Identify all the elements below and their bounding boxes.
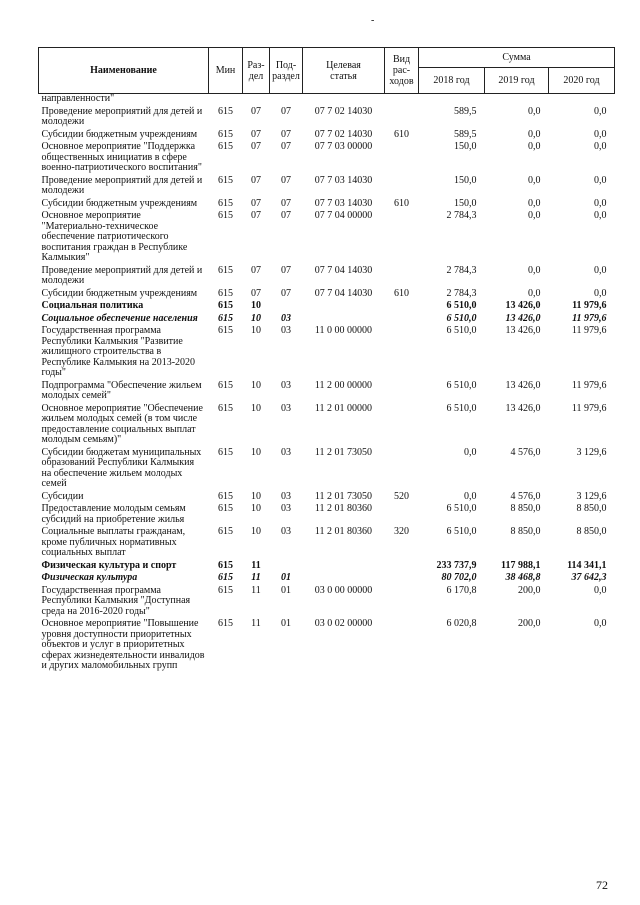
cell-name: Субсидии бюджетам муниципальных образований Республики Калмыкия на обеспечение жильем молодых семей [41,446,202,489]
cell-2019: 200,0 [518,584,541,596]
cell-2019: 0,0 [528,287,541,299]
cell-name: Субсидии бюджетным учреждениям [41,197,198,209]
cell-2019: 117 988,1 [501,559,541,571]
cell-name: Физическая культура и спорт [41,559,177,571]
cell-min: 615 [218,210,233,221]
table-row [39,573,615,586]
table-row [39,527,615,561]
cell-name: Государственная программа Республики Калмыкия "Доступная среда на 2016-2020 годы" [41,584,191,617]
table-row [39,94,615,107]
cell-target: 07 7 04 14030 [314,264,373,276]
cell-name: Физическая культура [41,572,138,583]
cell-target [303,94,385,107]
cell-min: 615 [218,312,233,324]
cell-razdel: 07 [251,141,261,152]
cell-podrazdel: 03 [281,526,291,537]
table-row [39,176,615,199]
table-row [39,619,615,674]
cell-2020: 0,0 [594,584,607,596]
cell-min: 615 [218,197,233,209]
cell-razdel: 11 [251,618,261,629]
header-sum: Сумма [419,48,615,68]
cell-min: 615 [218,174,233,186]
cell-vid [385,266,419,289]
header-podrazdel: Под- раздел [270,48,303,94]
cell-vid [385,404,419,448]
cell-2020: 0,0 [594,105,607,117]
cell-2020: 0,0 [594,618,607,629]
cell-min: 615 [218,300,233,311]
cell-2018: 6 510,0 [446,379,477,391]
cell-razdel: 10 [251,402,261,414]
cell-podrazdel: 03 [281,312,291,324]
cell-name: направленности" [41,93,115,104]
cell-podrazdel [270,301,303,314]
cell-2020 [549,94,615,107]
cell-target: 11 2 01 73050 [314,446,373,458]
cell-min: 615 [218,105,233,117]
cell-2018 [419,94,485,107]
cell-podrazdel: 03 [281,503,291,514]
cell-podrazdel: 01 [281,572,291,583]
cell-name: Субсидии бюджетным учреждениям [41,287,198,299]
cell-vid [385,301,419,314]
cell-target: 03 0 00 00000 [314,584,373,596]
cell-2018: 2 784,3 [446,264,477,276]
cell-min: 615 [218,490,233,502]
cell-min: 615 [218,572,233,583]
cell-min: 615 [218,287,233,299]
cell-podrazdel: 07 [281,141,291,152]
cell-target: 07 7 03 14030 [314,197,373,209]
cell-min: 615 [218,559,233,571]
cell-podrazdel: 07 [281,197,291,209]
cell-2019: 8 850,0 [510,503,541,514]
cell-2019: 0,0 [528,141,541,152]
cell-vid [385,107,419,130]
cell-2020: 11 979,6 [571,325,607,336]
cell-podrazdel: 07 [281,210,291,221]
cell-vid: 320 [394,526,409,537]
cell-name: Социальные выплаты гражданам, кроме публичных нормативных социальных выплат [41,526,186,558]
cell-2018: 6 510,0 [446,300,477,311]
header-2018: 2018 год [419,68,485,94]
cell-min: 615 [218,446,233,458]
cell-min: 615 [218,402,233,414]
cell-razdel: 10 [251,300,261,311]
cell-podrazdel [270,94,303,107]
cell-min: 615 [218,128,233,140]
cell-2018: 589,5 [454,128,477,140]
cell-2020: 8 850,0 [576,503,607,514]
cell-2019: 0,0 [528,210,541,221]
table-row [39,586,615,620]
cell-target: 11 2 01 80360 [314,503,373,514]
cell-2019: 4 576,0 [510,490,541,502]
cell-vid [385,573,419,586]
cell-podrazdel: 03 [281,325,291,336]
cell-podrazdel: 07 [281,105,291,117]
cell-min: 615 [218,379,233,391]
cell-min: 615 [218,618,233,629]
cell-target: 11 2 00 00000 [314,379,373,391]
cell-name: Проведение мероприятий для детей и молодежи [41,264,203,286]
cell-target [303,561,385,574]
table-row [39,504,615,527]
cell-vid [385,176,419,199]
cell-target [303,573,385,586]
table-row [39,211,615,266]
cell-2019: 0,0 [528,174,541,186]
cell-name: Основное мероприятие "Повышение уровня доступности приоритетных объектов и услуг в приоритетных сферах жизнедеятельности инвалидов и других маломобильных групп [41,618,205,671]
table-row [39,142,615,176]
cell-name: Основное мероприятие "Поддержка общественных инициатив в сфере военно-патриотического воспитания" [41,141,202,173]
cell-razdel: 10 [251,526,261,537]
header-2019: 2019 год [485,68,549,94]
cell-vid: 610 [394,287,409,299]
header-name: Наименование [39,48,209,94]
cell-razdel: 07 [251,174,261,186]
cell-2018: 6 510,0 [446,503,477,514]
cell-vid [385,504,419,527]
cell-2019: 4 576,0 [510,446,541,458]
cell-razdel: 07 [251,105,261,117]
cell-name: Субсидии бюджетным учреждениям [41,128,198,140]
cell-2020: 11 979,6 [571,402,607,414]
cell-2020: 3 129,6 [576,490,607,502]
cell-2020: 0,0 [594,197,607,209]
cell-2019 [485,94,549,107]
cell-podrazdel: 03 [281,402,291,414]
cell-razdel: 11 [251,584,261,596]
cell-2018: 150,0 [454,141,477,152]
cell-razdel: 10 [251,490,261,502]
cell-2020: 0,0 [594,174,607,186]
cell-vid: 520 [394,490,409,502]
cell-min: 615 [218,264,233,276]
header-vid: Вид рас- ходов [385,48,419,94]
cell-2019: 200,0 [518,618,541,629]
cell-razdel: 11 [251,559,261,571]
cell-vid [385,142,419,176]
cell-target: 07 7 04 00000 [314,210,373,221]
table-row [39,404,615,448]
cell-2018: 2 784,3 [446,287,477,299]
cell-name: Подпрограмма "Обеспечение жильем молодых семей" [41,379,202,401]
cell-2019: 13 426,0 [505,379,541,391]
header-min: Мин [209,48,243,94]
cell-podrazdel: 07 [281,287,291,299]
cell-razdel: 10 [251,503,261,514]
cell-razdel: 07 [251,287,261,299]
cell-2018: 589,5 [454,105,477,117]
cell-2020: 3 129,6 [576,446,607,458]
cell-target: 11 0 00 00000 [314,325,373,336]
cell-podrazdel: 03 [281,379,291,391]
cell-podrazdel: 07 [281,264,291,276]
cell-2019: 0,0 [528,105,541,117]
cell-target: 11 2 01 80360 [314,526,373,537]
cell-vid: 610 [394,197,409,209]
cell-razdel: 10 [251,379,261,391]
cell-target: 11 2 01 00000 [314,402,373,414]
page-mark: - [371,15,375,26]
cell-2020: 11 979,6 [572,300,607,311]
table-row [39,301,615,314]
cell-2019: 0,0 [528,128,541,140]
cell-min: 615 [218,584,233,596]
cell-2018: 2 784,3 [446,210,477,221]
cell-2018: 6 510,0 [446,402,477,414]
cell-razdel: 07 [251,264,261,276]
cell-2018: 150,0 [454,197,477,209]
cell-2020: 0,0 [594,210,607,221]
cell-2019: 38 468,8 [505,572,541,583]
cell-vid [385,94,419,107]
page-number: 72 [596,878,608,892]
cell-target: 03 0 02 00000 [314,618,373,629]
cell-2018: 80 702,0 [441,572,477,583]
cell-target: 07 7 03 00000 [314,141,373,152]
cell-podrazdel: 07 [281,174,291,186]
cell-vid [385,314,419,327]
cell-target [303,301,385,314]
cell-vid [385,619,419,674]
cell-name: Социальная политика [41,300,144,311]
cell-name: Проведение мероприятий для детей и молодежи [41,105,203,127]
cell-podrazdel: 01 [281,618,291,629]
table-row [39,107,615,130]
cell-podrazdel: 03 [281,490,291,502]
cell-2019: 8 850,0 [510,526,541,537]
cell-2018: 6 170,8 [446,584,477,596]
cell-2018: 150,0 [454,174,477,186]
cell-2018: 6 510,0 [446,325,477,336]
cell-vid [385,561,419,574]
cell-vid [385,326,419,381]
cell-min: 615 [218,141,233,152]
header-2020: 2020 год [549,68,615,94]
cell-2020: 0,0 [594,264,607,276]
cell-podrazdel: 03 [281,446,291,458]
cell-2018: 6 510,0 [446,526,477,537]
cell-min: 615 [218,325,233,336]
cell-razdel [243,94,270,107]
cell-vid [385,448,419,492]
cell-razdel: 10 [251,446,261,458]
budget-table [38,47,615,674]
cell-razdel: 10 [251,312,261,324]
cell-2018: 233 737,9 [436,559,477,571]
cell-2020: 37 642,3 [571,572,607,583]
cell-razdel: 07 [251,197,261,209]
table-row [39,266,615,289]
table-row [39,326,615,381]
cell-name: Основное мероприятие "Материально-техническое обеспечение патриотического воспитания граждан в Республике Калмыкия" [41,210,188,263]
cell-min [209,94,243,107]
cell-target: 11 2 01 73050 [314,490,373,502]
cell-name: Проведение мероприятий для детей и молодежи [41,174,203,196]
cell-2019: 0,0 [528,264,541,276]
cell-razdel: 07 [251,210,261,221]
cell-vid [385,211,419,266]
cell-target: 07 7 02 14030 [314,128,373,140]
cell-2018: 0,0 [464,446,477,458]
cell-podrazdel: 01 [281,584,291,596]
cell-min: 615 [218,526,233,537]
cell-vid: 610 [394,128,409,140]
cell-2019: 13 426,0 [505,300,541,311]
cell-2020: 8 850,0 [576,526,607,537]
cell-podrazdel: 07 [281,128,291,140]
cell-name: Социальное обеспечение населения [41,312,198,324]
cell-name: Субсидии [41,490,84,502]
cell-2018: 6 020,8 [446,618,477,629]
cell-vid [385,586,419,620]
cell-vid [385,381,419,404]
cell-2020: 11 979,6 [571,379,607,391]
header-razdel: Раз- дел [243,48,270,94]
cell-target: 07 7 02 14030 [314,105,373,117]
cell-razdel: 10 [251,325,261,336]
cell-min: 615 [218,503,233,514]
cell-2019: 0,0 [528,197,541,209]
cell-2020: 11 979,6 [572,312,607,324]
table-row [39,381,615,404]
cell-target: 07 7 04 14030 [314,287,373,299]
cell-2020: 0,0 [594,128,607,140]
table-body [39,94,615,674]
cell-razdel: 07 [251,128,261,140]
cell-razdel: 11 [251,572,261,583]
cell-2019: 13 426,0 [505,312,541,324]
header-target: Целевая статья [303,48,385,94]
cell-2018: 0,0 [464,490,477,502]
table-row [39,448,615,492]
cell-2020: 0,0 [594,287,607,299]
cell-2020: 114 341,1 [567,559,607,571]
cell-2019: 13 426,0 [505,325,541,336]
cell-name: Основное мероприятие "Обеспечение жильем молодых семей (в том числе предоставление социальных выплат молодым семьям)" [41,402,203,445]
cell-target: 07 7 03 14030 [314,174,373,186]
cell-2018: 6 510,0 [446,312,477,324]
cell-2020: 0,0 [594,141,607,152]
cell-name: Государственная программа Республики Калмыкия "Развитие жилищного строительства в Республике Калмыкия на 2013-2020 годы" [41,325,196,378]
cell-2019: 13 426,0 [505,402,541,414]
cell-name: Предоставление молодым семьям субсидий на приобретение жилья [41,503,186,525]
